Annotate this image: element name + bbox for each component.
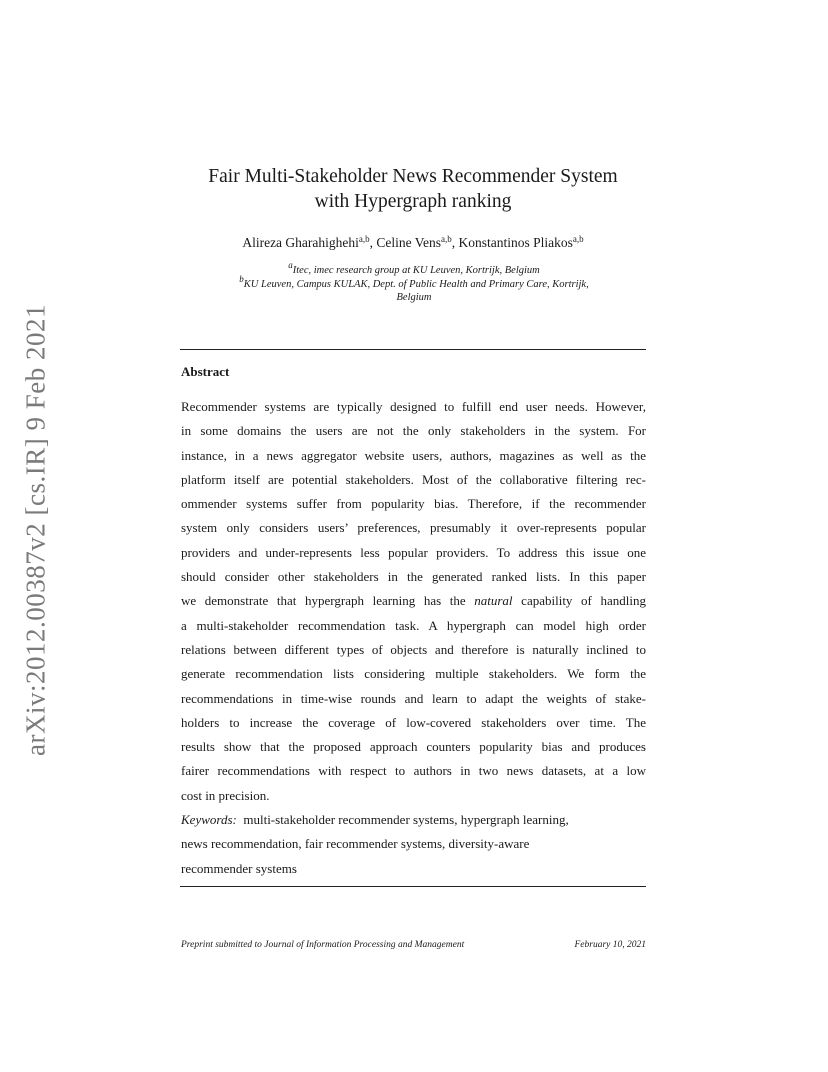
abstract-line: system only considers users’ preferences, presumably it over-represents popular <box>181 520 646 536</box>
keywords-text: recommender systems <box>181 860 297 876</box>
abstract-line: platform itself are potential stakeholders. Most of the collaborative filtering rec- <box>181 471 646 487</box>
author-affiliation-mark: a,b <box>358 234 370 244</box>
abstract-line: generate recommendation lists considering multiple stakeholders. We form the <box>181 666 646 682</box>
footer-date: February 10, 2021 <box>574 940 646 950</box>
affiliation-text: KU Leuven, Campus KULAK, Dept. of Public Health and Primary Care, Kortrijk, <box>243 278 589 290</box>
abstract-line: holders to increase the coverage of low-covered stakeholders over time. The <box>181 714 646 730</box>
footer-journal: Preprint submitted to Journal of Information Processing and Management <box>181 940 465 950</box>
paper-title <box>180 164 646 214</box>
affiliation-b-cont <box>196 291 632 305</box>
arxiv-identifier: arXiv:2012.00387v2 [cs.IR] 9 Feb 2021 <box>20 304 51 756</box>
affiliations <box>196 260 632 305</box>
author-affiliation-mark: a,b <box>572 234 584 244</box>
author-name: Celine Vens <box>376 235 442 250</box>
affiliation-b <box>196 273 632 292</box>
affiliation-a <box>196 260 632 278</box>
abstract-line: in some domains the users are not the only stakeholders in the system. For <box>181 423 646 439</box>
title-line-1: Fair Multi-Stakeholder News Recommender System <box>208 166 618 187</box>
abstract-line: Recommender systems are typically designed to fulfill end user needs. However, <box>181 399 646 414</box>
author-name: Konstantinos Pliakos <box>458 235 573 250</box>
author-list <box>180 235 646 251</box>
affiliation-mark: b <box>239 273 244 284</box>
preprint-footer <box>181 940 646 950</box>
abstract-line: instance, in a news aggregator website users, authors, magazines as well as the <box>181 447 646 463</box>
abstract-line: recommendations in time-wise rounds and learn to adapt the weights of stake- <box>181 690 646 706</box>
author-separator: , <box>451 235 459 250</box>
abstract-line: providers and under-represents less popular providers. To address this issue one <box>181 544 646 560</box>
affiliation-text: Itec, imec research group at KU Leuven, Kortrijk, Belgium <box>292 265 540 276</box>
abstract-heading: Abstract <box>181 364 230 379</box>
top-rule <box>180 349 646 350</box>
author-name: Alireza Gharahighehi <box>242 235 359 250</box>
author-affiliation-mark: a,b <box>441 234 452 244</box>
abstract-line <box>181 589 646 613</box>
keywords-line <box>181 832 646 856</box>
affiliation-mark: a <box>288 260 293 270</box>
abstract-text: capability of handling <box>512 593 646 609</box>
abstract-line: results show that the proposed approach counters popularity bias and produces <box>181 739 646 755</box>
keywords-text: news recommendation, fair recommender systems, diversity-aware <box>181 836 530 852</box>
keywords-line <box>181 808 646 832</box>
abstract-line: fairer recommendations with respect to authors in two news datasets, at a low <box>181 763 646 779</box>
abstract-line: a multi-stakeholder recommendation task. A hypergraph can model high order <box>181 617 646 633</box>
keywords-label: Keywords: <box>181 812 237 828</box>
abstract-line: cost in precision. <box>181 787 270 803</box>
abstract-line: ommender systems suffer from popularity bias. Therefore, if the recommender <box>181 496 646 512</box>
bottom-rule <box>180 886 646 887</box>
abstract-body <box>181 395 646 881</box>
keywords-text: multi-stakeholder recommender systems, hypergraph learning, <box>243 812 569 828</box>
author-separator: , <box>369 235 377 250</box>
title-line-2: with Hypergraph ranking <box>314 191 512 212</box>
abstract-text: we demonstrate that hypergraph learning has the <box>181 593 475 609</box>
abstract-line: should consider other stakeholders in the generated ranked lists. In this paper <box>181 569 646 585</box>
abstract-emphasis: natural <box>474 593 513 609</box>
keywords-line <box>181 857 646 881</box>
abstract-line: relations between different types of objects and therefore is naturally inclined to <box>181 641 646 657</box>
affiliation-text: Belgium <box>396 292 432 303</box>
